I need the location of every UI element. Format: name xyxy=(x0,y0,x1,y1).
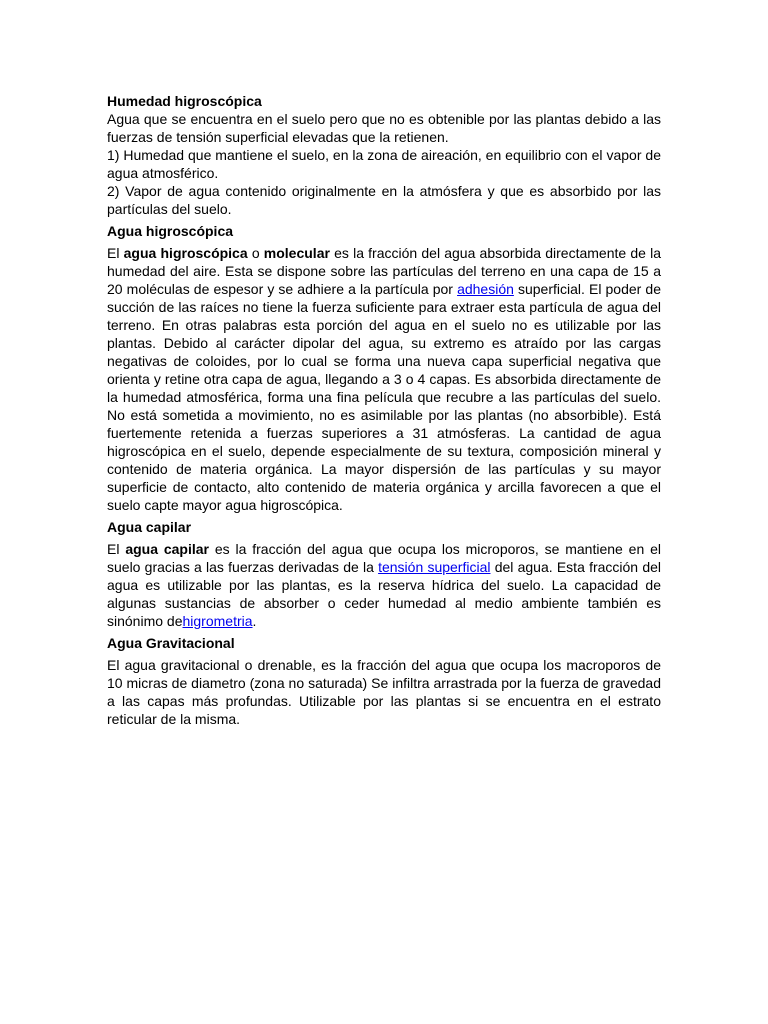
link-tension-superficial[interactable]: tensión superficial xyxy=(378,559,491,575)
text-run: o xyxy=(247,245,264,261)
text-run: El xyxy=(107,541,126,557)
text-run: es la fracción del agua que ocupa los microporos, se mantiene en el suelo gracias a las fuerzas derivadas de la xyxy=(107,541,661,575)
agua-higroscopica-paragraph xyxy=(107,244,661,514)
humedad-intro: Agua que se encuentra en el suelo pero que no es obtenible por las plantas debido a las fuerzas de tensión superficial elevadas que la retienen. xyxy=(107,111,661,145)
text-run: El xyxy=(107,245,124,261)
text-run: es la fracción del agua absorbida directamente de la humedad del aire. Esta se dispone sobre las partículas del terreno en una capa de 15 a 20 moléculas de espesor y se adhiere a la partícula por xyxy=(107,245,661,297)
link-adhesion[interactable]: adhesión xyxy=(457,281,514,297)
heading-agua-capilar: Agua capilar xyxy=(107,519,192,535)
agua-capilar-paragraph xyxy=(107,540,661,630)
humedad-item-1: 1) Humedad que mantiene el suelo, en la zona de aireación, en equilibrio con el vapor de agua atmosférico. xyxy=(107,147,661,181)
heading-humedad-higroscopica: Humedad higroscópica xyxy=(107,93,262,109)
text-run: superficial. El poder de succión de las raíces no tiene la fuerza suficiente para extraer esta partícula de agua del terreno. En otras palabras esta porción del agua en el suelo no es utilizable por las plantas. Debido al carácter dipolar del agua, su extremo es atraído por las cargas negativas de coloides, por lo cual se forma una nueva capa superficial negativa que orienta y retine otra capa de agua, llegando a 3 o 4 capas. Es absorbida directamente de la humedad atmosférica, forma una fina película que recubre a las partículas del suelo. No está sometida a movimiento, no es asimilable por las plantas (no absorbible). Está fuertemente retenida a fuerzas superiores a 31 atmósferas. La cantidad de agua higroscópica en el suelo, depende especialmente de su textura, composición mineral y contenido de materia orgánica. La mayor dispersión de las partículas y su mayor superficie de contacto, alto contenido de materia orgánica y arcilla favorecen a que el suelo capte mayor agua higroscópica. xyxy=(107,281,661,513)
document-page xyxy=(107,92,661,728)
agua-gravitacional-paragraph: El agua gravitacional o drenable, es la fracción del agua que ocupa los macroporos de 10 micras de diametro (zona no saturada) Se infiltra arrastrada por la fuerza de gravedad a las capas más profundas. Utilizable por las plantas si se encuentra en el estrato reticular de la misma. xyxy=(107,657,661,727)
bold-term-agua-capilar: agua capilar xyxy=(125,541,209,557)
heading-agua-higroscopica: Agua higroscópica xyxy=(107,223,234,239)
bold-term-molecular: molecular xyxy=(263,245,330,261)
humedad-item-2: 2) Vapor de agua contenido originalmente en la atmósfera y que es absorbido por las partículas del suelo. xyxy=(107,183,661,217)
text-run: . xyxy=(252,613,257,629)
heading-agua-gravitacional: Agua Gravitacional xyxy=(107,635,235,651)
link-higrometria[interactable]: higrometria xyxy=(182,613,253,629)
bold-term-agua-higroscopica: agua higroscópica xyxy=(123,245,248,261)
text-run: del agua. Esta fracción del agua es utilizable por las plantas, es la reserva hídrica del suelo. La capacidad de algunas sustancias de absorber o ceder humedad al medio ambiente también es sinónimo de xyxy=(107,559,661,629)
